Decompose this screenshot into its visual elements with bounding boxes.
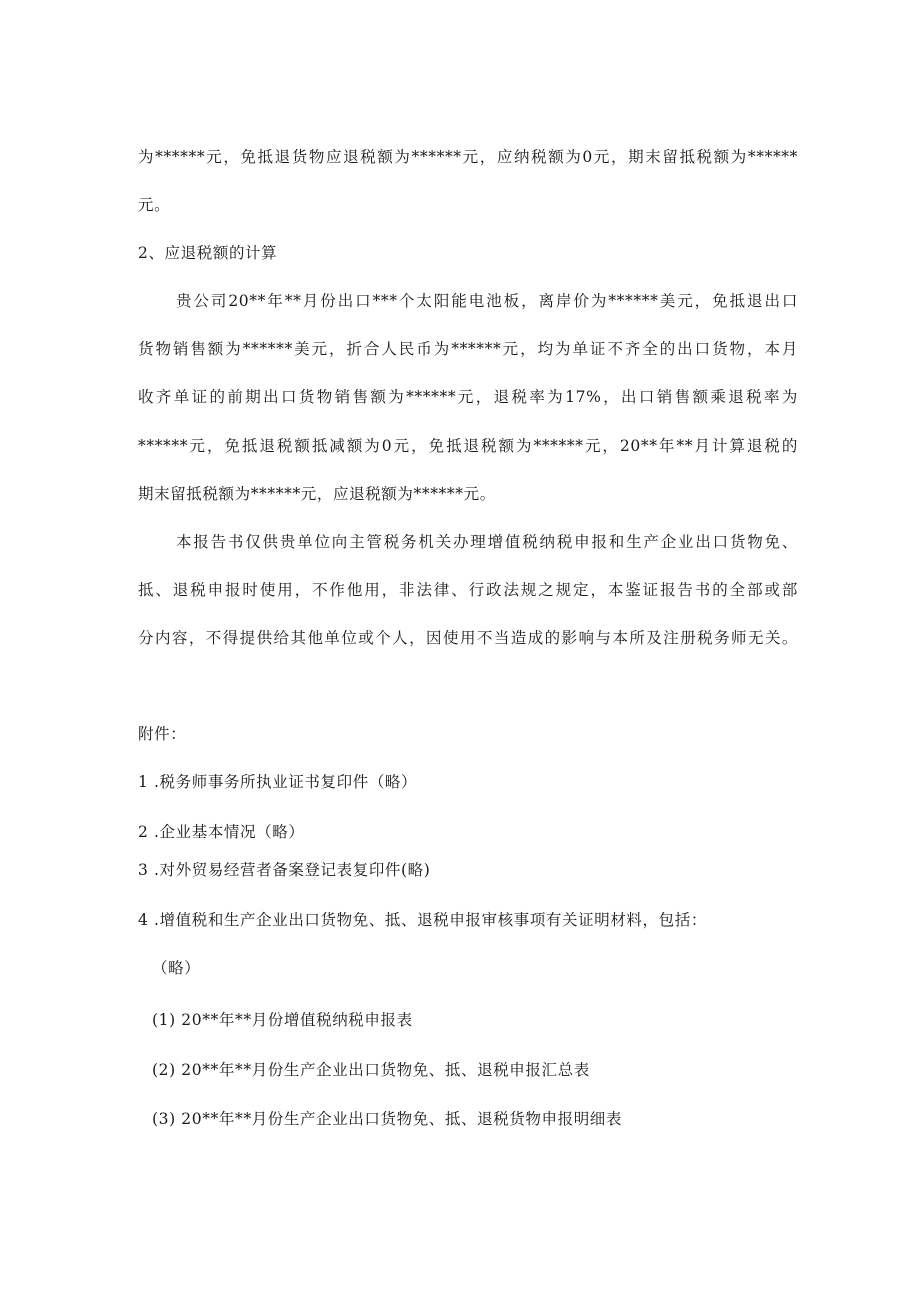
attachment-item: 4 .增值税和生产企业出口货物免、抵、退税申报审核事项有关证明材料，包括：	[138, 911, 707, 929]
attachment-note: （略）	[152, 959, 201, 977]
paragraph-line: 本报告书仅供贵单位向主管税务机关办理增值税纳税申报和生产企业出口货物免、	[176, 533, 798, 551]
section-heading: 2、应退税额的计算	[138, 244, 278, 262]
attachment-item: 2 .企业基本情况（略）	[138, 823, 305, 841]
attachment-subitem: (3) 20**年**月份生产企业出口货物免、抵、退税货物申报明细表	[152, 1110, 623, 1128]
paragraph-line: 抵、退税申报时使用，不作他用，非法律、行政法规之规定，本鉴证报告书的全部或部	[138, 581, 798, 599]
attachments-heading: 附件：	[138, 725, 187, 743]
paragraph-line: 货物销售额为******美元，折合人民币为******元，均为单证不齐全的出口货物，本月	[138, 340, 798, 358]
paragraph-line: 元。	[138, 196, 171, 214]
attachment-item: 1 .税务师事务所执业证书复印件（略）	[138, 773, 418, 791]
paragraph-line: 收齐单证的前期出口货物销售额为******元，退税率为17%，出口销售额乘退税率为	[138, 388, 798, 406]
paragraph-line: 为******元，免抵退货物应退税额为******元，应纳税额为0元，期末留抵税额为******	[138, 148, 798, 166]
paragraph-line: ******元，免抵退税额抵减额为0元，免抵退税额为******元，20**年**月计算退税的	[138, 437, 798, 455]
attachment-subitem: (1) 20**年**月份增值税纳税申报表	[152, 1011, 413, 1029]
paragraph-line: 期末留抵税额为******元，应退税额为******元。	[138, 485, 496, 503]
paragraph-line: 分内容，不得提供给其他单位或个人，因使用不当造成的影响与本所及注册税务师无关。	[138, 629, 798, 647]
attachment-subitem: (2) 20**年**月份生产企业出口货物免、抵、退税申报汇总表	[152, 1061, 590, 1079]
paragraph-line: 贵公司20**年**月份出口***个太阳能电池板，离岸价为******美元，免抵退出口	[176, 292, 798, 310]
attachment-item: 3 .对外贸易经营者备案登记表复印件(略)	[138, 861, 431, 879]
